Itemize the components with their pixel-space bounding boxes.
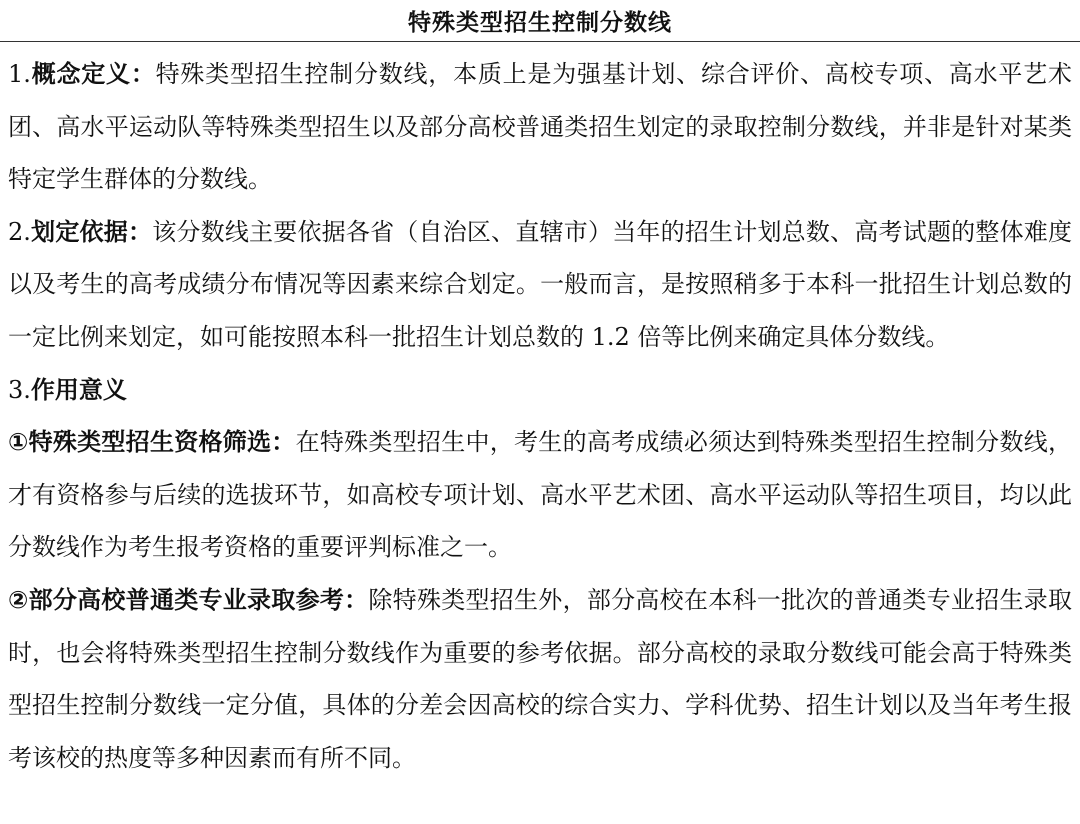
document-body (8, 48, 1072, 784)
subsection-admission-reference (8, 574, 1072, 784)
subsection-heading: ①特殊类型招生资格筛选： (8, 428, 296, 457)
section-number: 1. (8, 60, 31, 88)
section-text: 特殊类型招生控制分数线，本质上是为强基计划、综合评价、高校专项、高水平艺术团、高水平运动队等特殊类型招生以及部分高校普通类招生划定的录取控制分数线，并非是针对某类特定学生群体的分数线。 (8, 60, 1073, 194)
section-number: 3. (8, 375, 31, 404)
section-text: 该分数线主要依据各省（自治区、直辖市）当年的招生计划总数、高考试题的整体难度以及考生的高考成绩分布情况等因素来综合划定。一般而言，是按照稍多于本科一批招生计划总数的一定比例来划定，如可能按照本科一批招生计划总数的 1.2 倍等比例来确定具体分数线。 (8, 217, 1073, 351)
subsection-text: 在特殊类型招生中，考生的高考成绩必须达到特殊类型招生控制分数线，才有资格参与后续的选拔环节，如高校专项计划、高水平艺术团、高水平运动队等招生项目，均以此分数线作为考生报考资格的重要评判标准之一。 (8, 428, 1072, 562)
section-basis (8, 206, 1072, 364)
document-title: 特殊类型招生控制分数线 (408, 10, 672, 36)
subsection-heading: ②部分高校普通类专业录取参考： (8, 585, 369, 614)
title-bar (0, 0, 1080, 42)
section-heading: 作用意义 (30, 375, 127, 404)
section-heading: 概念定义： (30, 60, 156, 88)
section-concept-definition (8, 48, 1072, 206)
section-significance (8, 364, 1072, 417)
subsection-text: 除特殊类型招生外，部分高校在本科一批次的普通类专业招生录取时，也会将特殊类型招生控制分数线作为重要的参考依据。部分高校的录取分数线可能会高于特殊类型招生控制分数线一定分值，具体的分差会因高校的综合实力、学科优势、招生计划以及当年考生报考该校的热度等多种因素而有所不同。 (8, 585, 1073, 772)
section-heading: 划定依据： (30, 217, 153, 246)
section-number: 2. (8, 217, 31, 246)
subsection-qualification-screening (8, 416, 1072, 574)
